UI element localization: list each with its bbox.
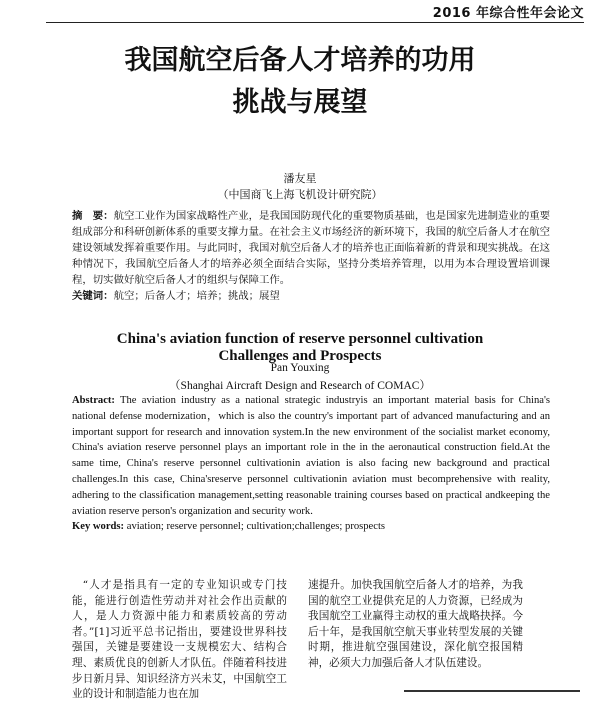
author-name-en: Pan Youxing <box>270 362 330 374</box>
abstract-zh-label: 摘 要： <box>72 210 114 222</box>
journal-header: 2016 年综合性年会论文 <box>432 6 584 21</box>
body-right-column: 速提升。加快我国航空后备人才的培养，为我国的航空工业提供充足的人力资源，已经成为我国航空工业赢得主动权的重大战略抉择。今后十年，是我国航空航天事业转型发展的关键时期，推进航空强国建设，深化航空报国精神，必须大力加强后备人才队伍建设。 <box>308 579 523 669</box>
abstract-en-label: Abstract: <box>72 395 115 406</box>
title-zh-line2: 挑战与展望 <box>232 87 368 118</box>
title-zh-line1: 我国航空后备人才培养的功用 <box>124 45 476 76</box>
keywords-en-label: Key words: <box>72 521 125 533</box>
author-affiliation-en: （Shanghai Aircraft Design and Research of COMAC） <box>169 380 431 392</box>
author-name-zh: 潘友星 <box>283 172 317 185</box>
abstract-en <box>72 393 550 535</box>
abstract-zh <box>72 208 550 304</box>
title-en-line1: China's aviation function of reserve personnel cultivation <box>116 331 484 347</box>
author-affiliation-zh: （中国商飞上海飞机设计研究院） <box>217 188 383 201</box>
title-en-line2: Challenges and Prospects <box>218 348 382 364</box>
header-rule <box>46 22 584 23</box>
keywords-en: aviation; reserve personnel; cultivation;challenges; prospects <box>124 521 386 533</box>
keywords-zh-label: 关键词： <box>72 290 114 302</box>
abstract-en-text: The aviation industry as a national strategic industryis an important material basis for China's national defense modernization，which is also the country's important part of advanced manufacturing and an important support for research and innovation system.In the new environment of the socialist market economy, China's aviation reserve personnel plays an important role in the in the aeronautical construction field.At the same time, China's reserve personnel cultivationin aviation is also facing new background and practical challenges.In this case, China'sreserve personnel cultivationin aviation must becomprehensive with reality, adhering to the classification management,setting reasonable training courses based on practical andkeeping the aviation reserve person's organization and security work. <box>72 395 550 517</box>
abstract-zh-text: 航空工业作为国家战略性产业，是我国国防现代化的重要物质基础，也是国家先进制造业的重要组成部分和科研创新体系的重要支撑力量。在社会主义市场经济的新环境下，我国的航空后备人才在航空建设领域发挥着重要作用。与此同时，我国对航空后备人才的培养也正面临着新的背景和现实挑战。在这种情况下，我国航空后备人才的培养必须全面结合实际，坚持分类培养管理，以用为本合理设置培训课程，切实做好航空后备人才的组织与保障工作。 <box>72 210 551 286</box>
keywords-zh: 航空；后备人才；培养；挑战；展望 <box>113 290 280 302</box>
footer-rule <box>404 690 580 692</box>
body-left-column: “人才是指具有一定的专业知识或专门技能，能进行创造性劳动并对社会作出贡献的人，是人力资源中能力和素质较高的劳动者。”[1]习近平总书记指出，要建设世界科技强国，关键是要建设一支规模宏大、结构合理、素质优良的创新人才队伍。伴随着科技进步日新月异、知识经济方兴未艾，中国航空工业的设计和制造能力也在加 <box>72 579 287 701</box>
